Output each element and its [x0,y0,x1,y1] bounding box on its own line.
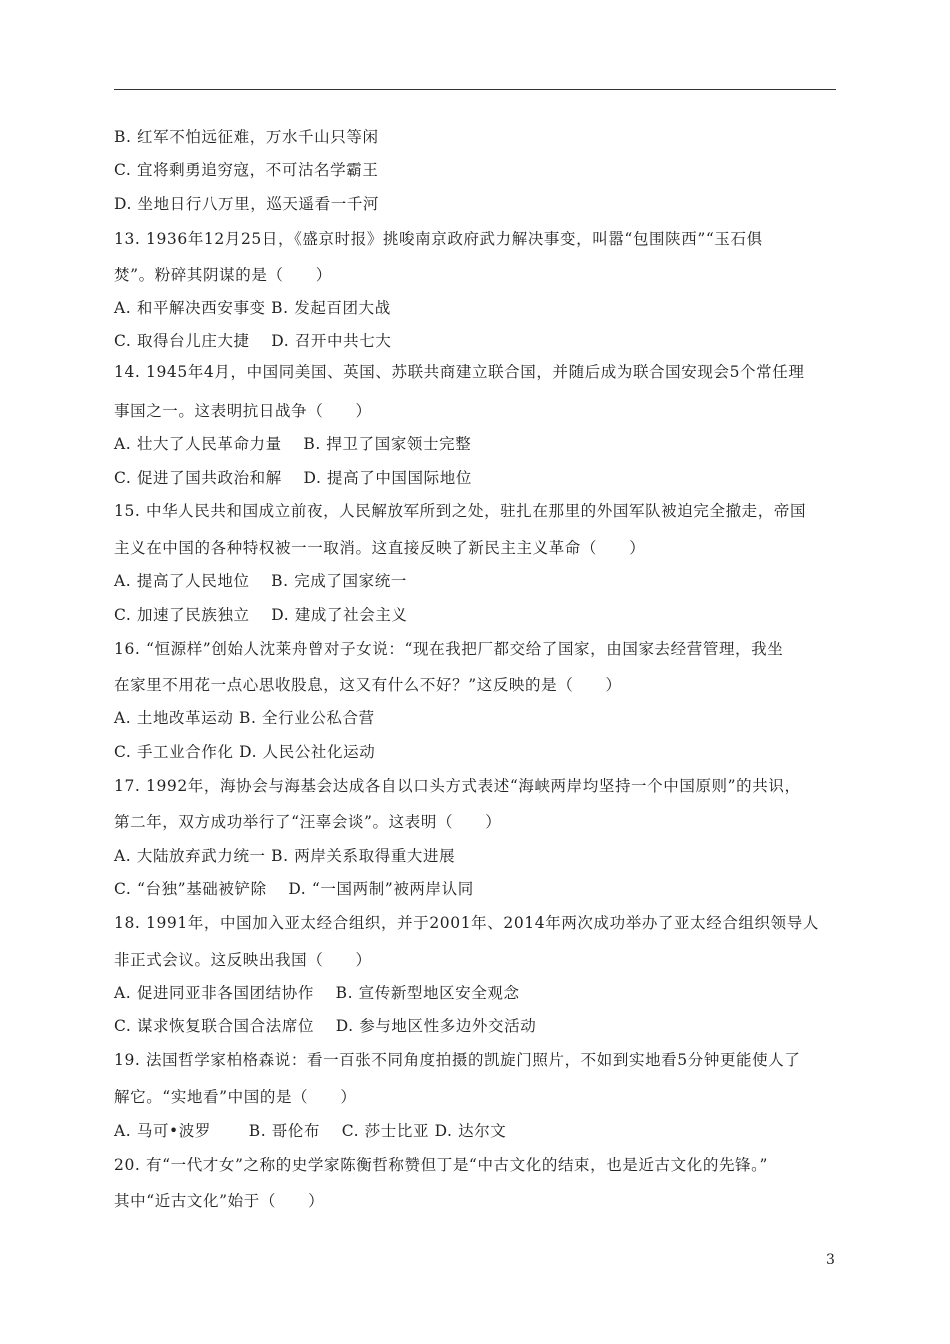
question-14-stem: 14. 1945年4月，中国同美国、英国、苏联共商建立联合国，并随后成为联合国安现会5个常任理 [114,363,805,381]
option-line: A. 壮大了人民革命力量 B. 捍卫了国家领士完整 [114,435,472,453]
question-20-stem: 20. 有“一代才女”之称的史学家陈衡哲称赞但丁是“中古文化的结束，也是近古文化的先锋。” [114,1156,769,1174]
option-line: C. 取得台儿庄大捷 D. 召开中共七大 [114,332,392,350]
question-19-stem-cont: 解它。“实地看”中国的是（ ） [114,1088,357,1106]
page-number: 3 [826,1252,835,1268]
option-line: C. 促进了国共政治和解 D. 提高了中国国际地位 [114,469,472,487]
question-15-stem: 15. 中华人民共和国成立前夜，人民解放军所到之处，驻扎在那里的外国军队被迫完全撤走，帝国 [114,502,807,520]
option-line: C. “台独”基础被铲除 D. “一国两制”被两岸认同 [114,880,474,898]
option-line: C. 加速了民族独立 D. 建成了社会主义 [114,606,408,624]
question-14-stem-cont: 事国之一。这表明抗日战争（ ） [114,402,372,420]
option-line: A. 大陆放弃武力统一 B. 两岸关系取得重大进展 [114,847,456,865]
option-line: B. 红军不怕远征难，万水千山只等闲 [114,128,379,146]
question-13-stem: 13. 1936年12月25日，《盛京时报》挑唆南京政府武力解决事变，叫嚣“包围陕西”“玉石俱 [114,230,763,248]
option-line: D. 坐地日行八万里，巡天遥看一千河 [114,195,380,213]
option-line: A. 土地改革运动 B. 全行业公私合营 [114,709,375,727]
option-line: A. 和平解决西安事变 B. 发起百团大战 [114,299,391,317]
question-19-stem: 19. 法国哲学家柏格森说：看一百张不同角度拍摄的凯旋门照片，不如到实地看5分钟更能使人了 [114,1051,801,1069]
option-line: C. 手工业合作化 D. 人民公社化运动 [114,743,376,761]
option-line: A. 提高了人民地位 B. 完成了国家统一 [114,572,407,590]
question-17-stem-cont: 第二年，双方成功举行了“汪辜会谈”。这表明（ ） [114,813,502,831]
question-15-stem-cont: 主义在中国的各种特权被一一取消。这直接反映了新民主主义革命（ ） [114,539,646,557]
question-16-stem: 16. “恒源样”创始人沈莱舟曾对子女说：“现在我把厂都交给了国家，由国家去经营管理，我坐 [114,640,784,658]
question-20-stem-cont: 其中“近古文化”始于（ ） [114,1192,325,1210]
question-13-stem-cont: 焚”。粉碎其阴谋的是（ ） [114,266,332,284]
header-rule [114,89,836,90]
option-line: C. 宜将剩勇追穷寇，不可沽名学霸王 [114,161,379,179]
option-line: A. 促进同亚非各国团结协作 B. 宣传新型地区安全观念 [114,984,520,1002]
question-17-stem: 17. 1992年，海协会与海基会达成各自以口头方式表述“海峡两岸均坚持一个中国原则”的共识， [114,777,801,795]
question-16-stem-cont: 在家里不用花一点心思收股息，这又有什么不好？”这反映的是（ ） [114,676,622,694]
question-18-stem: 18. 1991年，中国加入亚太经合组织，并于2001年、2014年两次成功举办了亚太经合组织领导人 [114,914,819,932]
question-18-stem-cont: 非正式会议。这反映出我国（ ） [114,951,372,969]
option-line: C. 谋求恢复联合国合法席位 D. 参与地区性多边外交活动 [114,1017,537,1035]
option-line: A. 马可•波罗 B. 哥伦布 C. 莎士比亚 D. 达尔文 [114,1122,507,1140]
